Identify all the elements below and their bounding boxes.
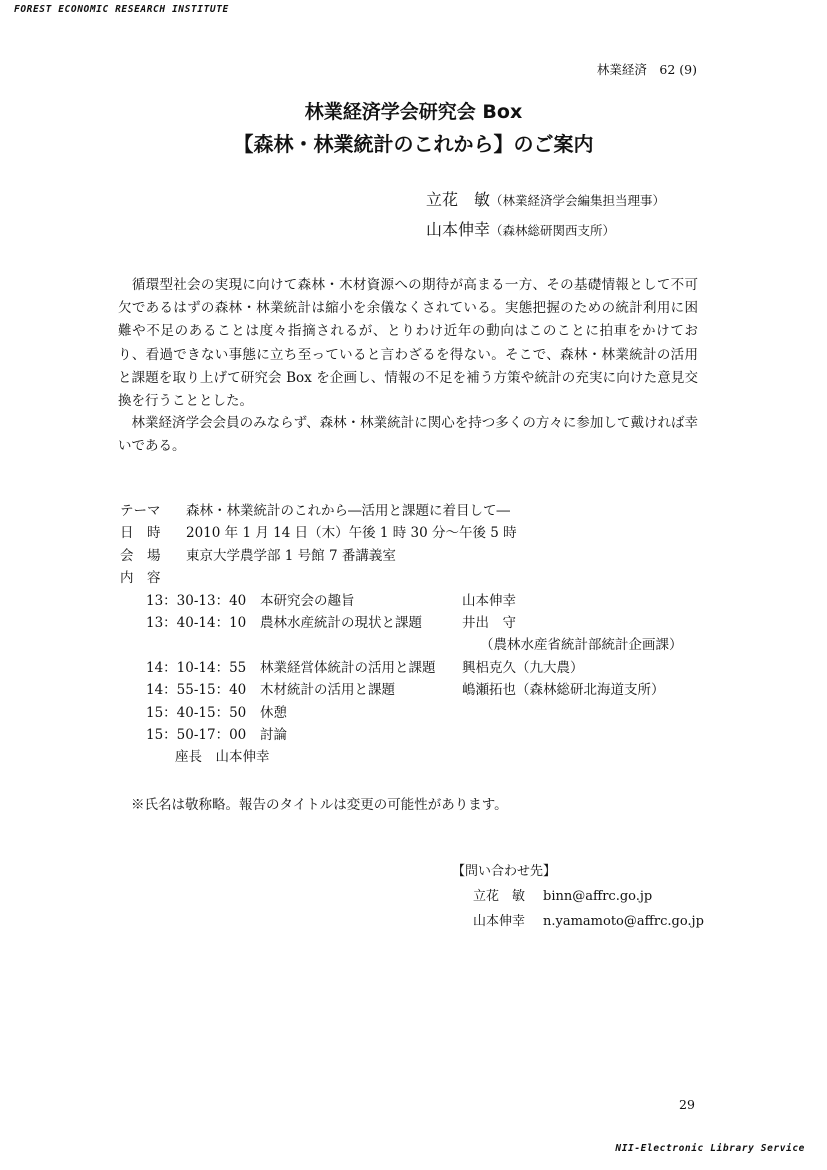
venue-value: 東京大学農学部 1 号館 7 番講義室 [186,547,396,564]
contact-row [452,909,704,934]
schedule-speaker: 山本伸幸 [462,592,516,609]
content-row [120,567,517,589]
date-value: 2010 年 1 月 14 日（木）午後 1 時 30 分～午後 5 時 [186,525,517,542]
theme-value: 森林・林業統計のこれから―活用と課題に着目して― [186,503,510,519]
page-subtitle: 【森林・林業統計のこれから】のご案内 [233,132,594,156]
schedule-topic: 林業経営体統計の活用と課題 [260,659,436,676]
page-title: 林業経済学会研究会 Box [304,101,523,123]
page-number: 29 [679,1097,695,1112]
chair-text: 座長 山本伸幸 [175,749,270,766]
contact-email: n.yamamoto@affrc.go.jp [543,914,704,929]
author-affiliation: （森林総研関西支所） [490,223,616,238]
schedule-topic: 木材統計の活用と課題 [260,682,395,699]
event-details [120,500,683,769]
institute-header: FOREST ECONOMIC RESEARCH INSTITUTE [14,4,229,15]
schedule-speaker: 井出 守 [462,614,516,631]
schedule-item [120,657,584,679]
journal-reference: 林業経済 62 (9) [596,62,697,77]
contact-email: binn@affrc.go.jp [543,889,653,904]
schedule-topic: 休憩 [260,704,287,721]
contact-row [452,884,704,909]
author-name: 立花 敏 [426,190,491,209]
service-footer: NII-Electronic Library Service [615,1143,805,1154]
schedule-speaker-affiliation: （農林水産省統計部統計企画課） [480,637,683,654]
schedule-item [120,724,517,746]
contact-name: 山本伸幸 [473,914,526,929]
body-paragraph: 循環型社会の実現に向けて森林・木材資源への期待が高まる一方、その基礎情報として不可欠であるはずの森林・林業統計は縮小を余儀なくされている。実態把握のための統計利用に困難や不足のあることは度々指摘されるが、とりわけ近年の動向はこのことに拍車をかけており、看過できない事態に立ち至っていると言わざるを得ない。そこで、森林・林業統計の活用と課題を取り上げて研究会 Box を企画し、情報の不足を補う方策や統計の充実に向けた意見交換を行うこととした。 [118,277,698,410]
schedule-time: 14：10-14：55 [146,659,247,676]
theme-row [120,500,517,522]
contact-heading: 【問い合わせ先】 [452,864,557,879]
contact-block [452,859,704,934]
schedule-time: 15：50-17：00 [146,726,247,743]
schedule-item [120,679,665,701]
note-text: ※氏名は敬称略。報告のタイトルは変更の可能性があります。 [131,797,508,813]
content-label: 内 容 [120,570,161,587]
schedule-topic: 本研究会の趣旨 [260,592,355,609]
schedule-time: 13：40-14：10 [146,614,247,631]
schedule-speaker: 嶋瀬拓也（森林総研北海道支所） [462,682,665,699]
schedule-item [120,702,517,724]
schedule-topic: 討論 [260,726,287,743]
theme-label: テーマ [120,503,161,519]
schedule-item [120,634,683,656]
date-row [120,522,517,544]
schedule-item [120,612,517,634]
schedule-item [120,590,517,612]
body-paragraph: 林業経済学会会員のみならず、森林・林業統計に関心を持つ多くの方々に参加して戴ければ幸いである。 [118,415,698,455]
author-entry [426,187,665,210]
schedule-time: 14：55-15：40 [146,682,247,699]
venue-label: 会 場 [120,547,161,564]
date-label: 日 時 [120,525,161,542]
author-name: 山本伸幸 [426,220,491,239]
chair-row [120,746,517,768]
author-affiliation: （林業経済学会編集担当理事） [490,193,666,208]
schedule-speaker: 興梠克久（九大農） [462,659,584,676]
venue-row [120,545,517,567]
contact-name: 立花 敏 [473,889,526,904]
schedule-time: 15：40-15：50 [146,704,247,721]
author-entry [426,217,615,240]
schedule-time: 13：30-13：40 [146,592,247,609]
schedule-topic: 農林水産統計の現状と課題 [260,614,422,631]
